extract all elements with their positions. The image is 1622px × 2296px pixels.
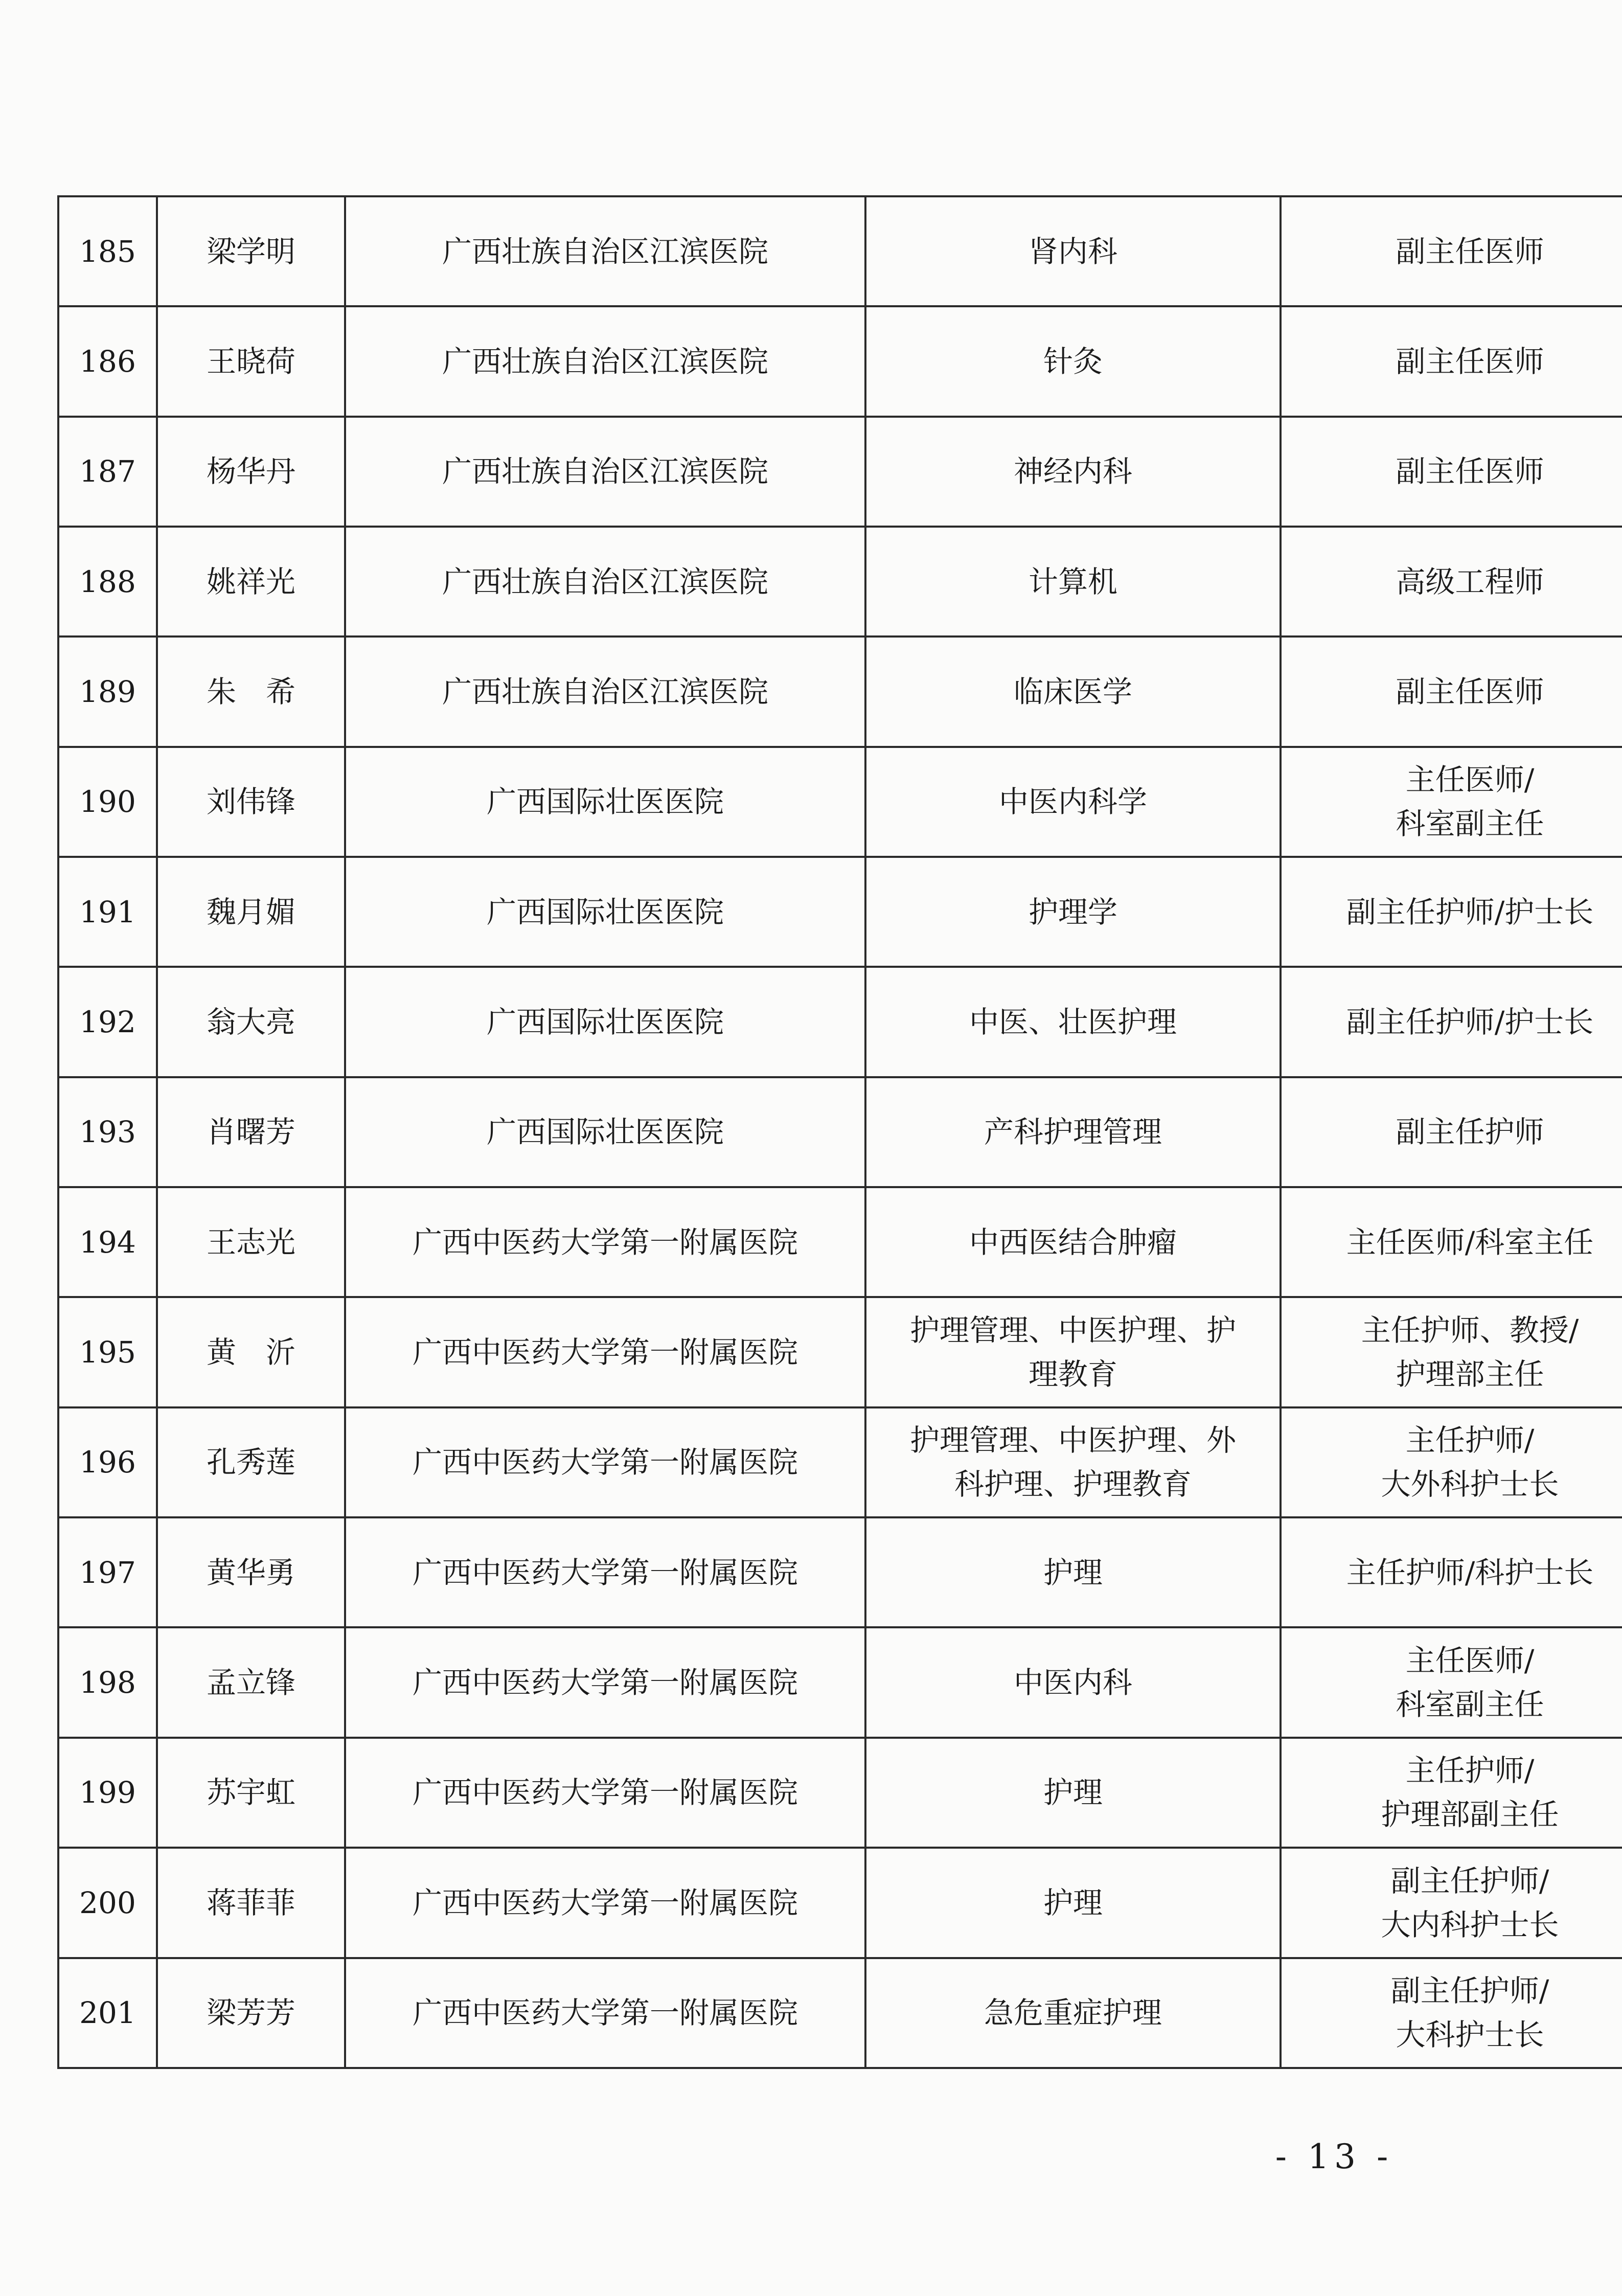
cell-specialty <box>865 1517 1281 1627</box>
cell-specialty-text: 护理 <box>1043 1775 1103 1810</box>
cell-specialty <box>865 306 1281 416</box>
cell-specialty <box>865 527 1281 636</box>
cell-number <box>58 1077 157 1187</box>
cell-name <box>157 527 345 636</box>
cell-number-text: 187 <box>79 454 136 489</box>
cell-organization <box>345 527 865 636</box>
cell-name-text: 肖曙芳 <box>206 1115 295 1150</box>
cell-title-text: 副主任医师 <box>1396 344 1544 379</box>
cell-specialty <box>865 747 1281 857</box>
cell-number <box>58 1627 157 1737</box>
table-row <box>58 527 1622 636</box>
cell-specialty-text: 临床医学 <box>1013 674 1132 710</box>
cell-name <box>157 417 345 527</box>
cell-number-text: 195 <box>79 1335 136 1370</box>
table-row <box>58 1187 1622 1297</box>
cell-specialty <box>865 1848 1281 1958</box>
cell-name-text: 梁学明 <box>206 234 295 269</box>
cell-name-text: 苏宇虹 <box>206 1775 295 1810</box>
cell-specialty <box>865 1407 1281 1517</box>
cell-title <box>1281 306 1622 416</box>
cell-organization <box>345 1627 865 1737</box>
cell-organization-text: 广西国际壮医医院 <box>486 784 724 820</box>
cell-organization-text: 广西壮族自治区江滨医院 <box>442 454 768 489</box>
cell-specialty-text: 中西医结合肿瘤 <box>969 1224 1177 1260</box>
cell-title-text: 主任护师、教授/ 护理部主任 <box>1361 1313 1579 1392</box>
cell-organization-text: 广西中医药大学第一附属医院 <box>412 1665 798 1700</box>
cell-organization-text: 广西壮族自治区江滨医院 <box>442 234 768 269</box>
cell-name <box>157 1738 345 1848</box>
cell-title <box>1281 967 1622 1077</box>
cell-number <box>58 1958 157 2068</box>
cell-specialty-text: 神经内科 <box>1013 454 1132 489</box>
cell-name-text: 翁大亮 <box>206 1005 295 1040</box>
cell-name <box>157 636 345 746</box>
cell-title <box>1281 1627 1622 1737</box>
cell-organization <box>345 857 865 967</box>
cell-name-text: 姚祥光 <box>206 564 295 599</box>
cell-number-text: 198 <box>79 1665 136 1700</box>
cell-organization <box>345 1958 865 2068</box>
cell-number <box>58 1517 157 1627</box>
cell-number <box>58 636 157 746</box>
cell-name-text: 蒋菲菲 <box>206 1885 295 1920</box>
cell-specialty <box>865 196 1281 306</box>
table-row <box>58 417 1622 527</box>
cell-specialty-text: 护理管理、中医护理、护 理教育 <box>909 1313 1236 1392</box>
cell-number-text: 196 <box>79 1445 136 1480</box>
cell-organization <box>345 1297 865 1407</box>
table-row <box>58 1627 1622 1737</box>
table-row <box>58 1517 1622 1627</box>
cell-organization-text: 广西壮族自治区江滨医院 <box>442 344 768 379</box>
cell-specialty-text: 产科护理管理 <box>984 1115 1162 1150</box>
cell-name <box>157 306 345 416</box>
cell-title <box>1281 1077 1622 1187</box>
cell-title-text: 副主任医师 <box>1396 674 1544 710</box>
cell-number <box>58 1407 157 1517</box>
cell-name-text: 孟立锋 <box>206 1665 295 1700</box>
cell-title-text: 主任护师/ 大外科护士长 <box>1381 1423 1559 1502</box>
cell-name-text: 魏月媚 <box>206 894 295 929</box>
table-row <box>58 1958 1622 2068</box>
roster-table <box>57 195 1622 2069</box>
cell-number-text: 201 <box>79 1995 136 2031</box>
cell-number-text: 191 <box>79 894 136 929</box>
table-row <box>58 1407 1622 1517</box>
cell-name <box>157 1958 345 2068</box>
cell-number-text: 192 <box>79 1005 136 1040</box>
cell-number-text: 193 <box>79 1115 136 1150</box>
cell-organization <box>345 1077 865 1187</box>
cell-number <box>58 527 157 636</box>
cell-specialty-text: 计算机 <box>1028 564 1117 599</box>
cell-specialty <box>865 1738 1281 1848</box>
cell-name-text: 黄 沂 <box>206 1335 295 1370</box>
cell-organization <box>345 306 865 416</box>
cell-specialty <box>865 1958 1281 2068</box>
cell-name <box>157 1077 345 1187</box>
table-row <box>58 1848 1622 1958</box>
cell-number-text: 188 <box>79 564 136 599</box>
cell-name <box>157 857 345 967</box>
cell-number-text: 199 <box>79 1775 136 1810</box>
cell-number-text: 200 <box>79 1885 136 1920</box>
cell-organization <box>345 747 865 857</box>
cell-specialty-text: 护理 <box>1043 1885 1103 1920</box>
cell-name <box>157 1297 345 1407</box>
cell-title-text: 主任医师/ 科室副主任 <box>1396 1643 1544 1722</box>
cell-specialty-text: 针灸 <box>1043 344 1103 379</box>
cell-name <box>157 1407 345 1517</box>
cell-title <box>1281 857 1622 967</box>
cell-name-text: 王志光 <box>206 1224 295 1260</box>
cell-title-text: 主任护师/ 护理部副主任 <box>1381 1753 1559 1832</box>
cell-number <box>58 196 157 306</box>
cell-specialty <box>865 636 1281 746</box>
cell-specialty-text: 中医内科 <box>1013 1665 1132 1700</box>
cell-name-text: 黄华勇 <box>206 1555 295 1590</box>
table-row <box>58 1077 1622 1187</box>
cell-name <box>157 196 345 306</box>
cell-organization-text: 广西国际壮医医院 <box>486 1115 724 1150</box>
table-row <box>58 636 1622 746</box>
table-row <box>58 1297 1622 1407</box>
cell-title-text: 副主任护师/护士长 <box>1346 894 1594 929</box>
cell-number-text: 185 <box>79 234 136 269</box>
cell-number <box>58 306 157 416</box>
cell-specialty <box>865 857 1281 967</box>
cell-title-text: 副主任医师 <box>1396 234 1544 269</box>
cell-organization <box>345 1517 865 1627</box>
cell-title <box>1281 527 1622 636</box>
cell-title <box>1281 1848 1622 1958</box>
table-row <box>58 196 1622 306</box>
cell-title-text: 副主任护师/ 大科护士长 <box>1390 1973 1549 2053</box>
cell-title <box>1281 1738 1622 1848</box>
table-row <box>58 1738 1622 1848</box>
cell-title <box>1281 747 1622 857</box>
cell-organization-text: 广西中医药大学第一附属医院 <box>412 1335 798 1370</box>
cell-title-text: 副主任护师/护士长 <box>1346 1005 1594 1040</box>
cell-number <box>58 1187 157 1297</box>
cell-name <box>157 747 345 857</box>
cell-specialty-text: 中医、壮医护理 <box>969 1005 1177 1040</box>
cell-title-text: 副主任护师 <box>1396 1115 1544 1150</box>
cell-specialty <box>865 1187 1281 1297</box>
cell-number-text: 186 <box>79 344 136 379</box>
cell-title <box>1281 636 1622 746</box>
table-row <box>58 857 1622 967</box>
cell-number <box>58 747 157 857</box>
cell-specialty-text: 中医内科学 <box>998 784 1147 820</box>
cell-name-text: 王晓荷 <box>206 344 295 379</box>
cell-organization-text: 广西中医药大学第一附属医院 <box>412 1224 798 1260</box>
cell-number-text: 189 <box>79 674 136 710</box>
cell-title <box>1281 1517 1622 1627</box>
cell-specialty <box>865 1627 1281 1737</box>
cell-organization-text: 广西壮族自治区江滨医院 <box>442 564 768 599</box>
cell-name <box>157 1627 345 1737</box>
cell-name <box>157 1848 345 1958</box>
page-number: - 13 - <box>1275 2137 1393 2176</box>
cell-specialty-text: 护理 <box>1043 1555 1103 1590</box>
cell-organization <box>345 967 865 1077</box>
cell-organization <box>345 1848 865 1958</box>
cell-title <box>1281 1187 1622 1297</box>
cell-organization-text: 广西中医药大学第一附属医院 <box>412 1445 798 1480</box>
cell-organization-text: 广西中医药大学第一附属医院 <box>412 1885 798 1920</box>
cell-specialty-text: 肾内科 <box>1028 234 1117 269</box>
cell-specialty <box>865 417 1281 527</box>
cell-organization-text: 广西中医药大学第一附属医院 <box>412 1775 798 1810</box>
cell-title-text: 高级工程师 <box>1396 564 1544 599</box>
table-row <box>58 306 1622 416</box>
cell-organization <box>345 196 865 306</box>
table-row <box>58 747 1622 857</box>
cell-organization-text: 广西中医药大学第一附属医院 <box>412 1995 798 2031</box>
cell-title <box>1281 1958 1622 2068</box>
cell-specialty-text: 急危重症护理 <box>984 1995 1162 2031</box>
cell-organization <box>345 417 865 527</box>
cell-title-text: 副主任护师/ 大内科护士长 <box>1381 1863 1559 1942</box>
cell-title-text: 副主任医师 <box>1396 454 1544 489</box>
cell-name <box>157 967 345 1077</box>
cell-name-text: 梁芳芳 <box>206 1995 295 2031</box>
cell-organization-text: 广西国际壮医医院 <box>486 1005 724 1040</box>
roster-table-body <box>58 196 1622 2068</box>
cell-number <box>58 417 157 527</box>
cell-name <box>157 1517 345 1627</box>
cell-name-text: 朱 希 <box>206 674 295 710</box>
cell-name-text: 刘伟锋 <box>206 784 295 820</box>
cell-title <box>1281 196 1622 306</box>
cell-number <box>58 967 157 1077</box>
cell-title <box>1281 417 1622 527</box>
cell-organization <box>345 1187 865 1297</box>
cell-name-text: 孔秀莲 <box>206 1445 295 1480</box>
cell-number <box>58 1297 157 1407</box>
cell-number <box>58 857 157 967</box>
cell-organization-text: 广西壮族自治区江滨医院 <box>442 674 768 710</box>
cell-title-text: 主任医师/ 科室副主任 <box>1396 762 1544 842</box>
cell-number-text: 190 <box>79 784 136 820</box>
cell-title-text: 主任护师/科护士长 <box>1346 1555 1594 1590</box>
cell-specialty-text: 护理管理、中医护理、外 科护理、护理教育 <box>909 1423 1236 1502</box>
cell-title <box>1281 1407 1622 1517</box>
cell-number <box>58 1738 157 1848</box>
cell-specialty <box>865 1297 1281 1407</box>
cell-specialty <box>865 1077 1281 1187</box>
cell-organization <box>345 1738 865 1848</box>
cell-name <box>157 1187 345 1297</box>
table-row <box>58 967 1622 1077</box>
cell-organization-text: 广西中医药大学第一附属医院 <box>412 1555 798 1590</box>
cell-organization-text: 广西国际壮医医院 <box>486 894 724 929</box>
cell-title-text: 主任医师/科室主任 <box>1346 1224 1594 1260</box>
cell-specialty <box>865 967 1281 1077</box>
cell-name-text: 杨华丹 <box>206 454 295 489</box>
cell-organization <box>345 1407 865 1517</box>
cell-title <box>1281 1297 1622 1407</box>
cell-number-text: 194 <box>79 1224 136 1260</box>
cell-number <box>58 1848 157 1958</box>
cell-specialty-text: 护理学 <box>1028 894 1117 929</box>
cell-number-text: 197 <box>79 1555 136 1590</box>
cell-organization <box>345 636 865 746</box>
